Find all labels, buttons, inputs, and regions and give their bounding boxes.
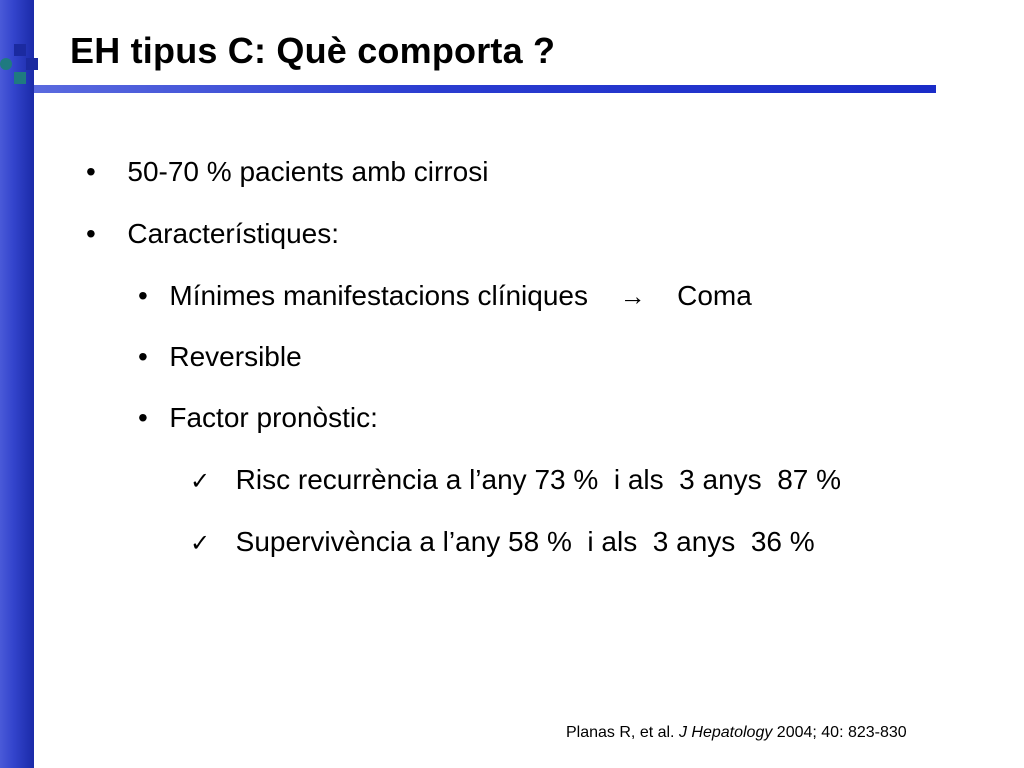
bullet-marker: • xyxy=(86,218,96,249)
sub-bullet-item xyxy=(138,282,752,310)
logo-squares-icon xyxy=(0,44,42,88)
bullet-marker: • xyxy=(138,402,148,433)
bullet-marker: • xyxy=(138,280,148,311)
checkmark-icon: ✓ xyxy=(190,529,211,557)
bullet-item xyxy=(86,220,339,248)
citation-authors: Planas R, et al. xyxy=(566,724,675,741)
checkmark-icon: ✓ xyxy=(190,467,211,495)
left-decorative-bar xyxy=(0,0,34,768)
bullet-text: Característiques: xyxy=(127,218,340,249)
sub-bullet-after-arrow: Coma xyxy=(677,280,752,311)
sub-bullet-item xyxy=(138,404,378,432)
sub-bullet-item xyxy=(138,343,302,371)
citation-journal: J Hepatology xyxy=(678,724,773,741)
check-item xyxy=(190,528,815,556)
check-item xyxy=(190,466,841,494)
check-text: Supervivència a l’any 58 % i als 3 anys 36 % xyxy=(235,526,815,557)
citation-details: 2004; 40: 823-830 xyxy=(776,724,907,741)
citation xyxy=(566,724,907,742)
bullet-item xyxy=(86,158,488,186)
right-arrow-icon: → xyxy=(619,281,646,311)
bullet-text: 50-70 % pacients amb cirrosi xyxy=(127,156,489,187)
sub-bullet-text: Factor pronòstic: xyxy=(169,402,378,433)
bullet-marker: • xyxy=(86,156,96,187)
bullet-marker: • xyxy=(138,341,148,372)
check-text: Risc recurrència a l’any 73 % i als 3 anys 87 % xyxy=(235,464,842,495)
title-underline xyxy=(34,85,936,93)
sub-bullet-text: Mínimes manifestacions clíniques xyxy=(169,280,588,311)
slide-title: EH tipus C: Què comporta ? xyxy=(70,30,556,71)
sub-bullet-text: Reversible xyxy=(169,341,302,372)
